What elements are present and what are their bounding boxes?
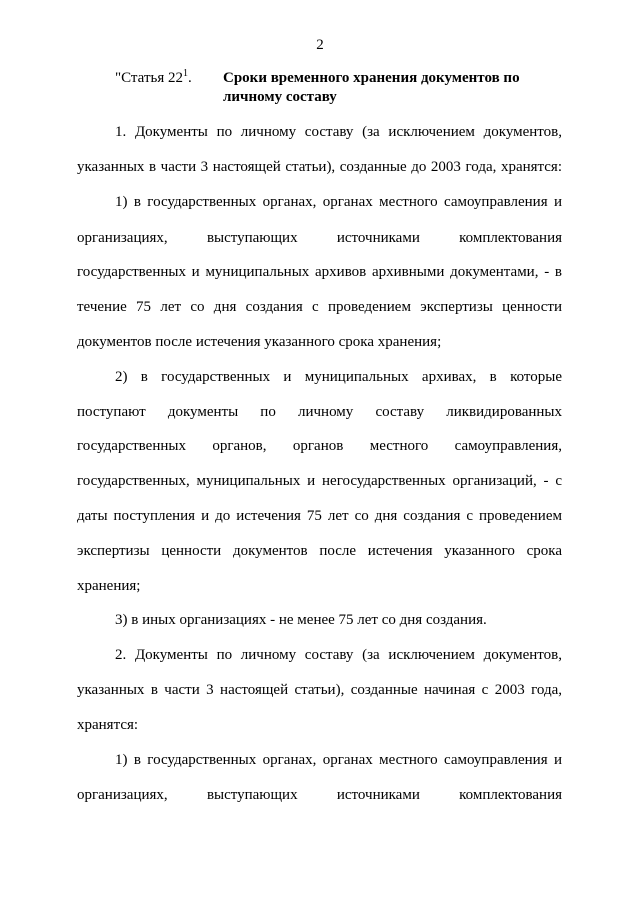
text-line: 2) в государственных и муниципальных архивах, в которые: [115, 369, 562, 385]
text-line: хранения;: [77, 578, 141, 594]
text-line: экспертизы ценности документов после истечения указанного срока: [77, 543, 562, 559]
text-line: указанных в части 3 настоящей статьи), созданные до 2003 года, хранятся:: [77, 159, 562, 175]
text-line: даты поступления и до истечения 75 лет со дня создания с проведением: [77, 508, 562, 524]
text-line: хранятся:: [77, 717, 139, 733]
text-line: 1) в государственных органах, органах местного самоуправления и: [115, 194, 562, 210]
article-period: .: [187, 70, 192, 86]
text-line: поступают документы по личному составу ликвидированных: [77, 404, 562, 420]
article-label: "Статья 22: [115, 70, 183, 86]
text-line: организациях, выступающих источниками комплектования: [77, 230, 562, 246]
text-line: 1) в государственных органах, органах местного самоуправления и: [115, 752, 562, 768]
text-line: 1. Документы по личному составу (за исключением документов,: [115, 124, 562, 140]
text-line: государственных органов, органов местного самоуправления,: [77, 438, 562, 454]
text-line: организациях, выступающих источниками комплектования: [77, 787, 562, 803]
text-line: документов после истечения указанного срока хранения;: [77, 334, 442, 350]
text-line: 3) в иных организациях - не менее 75 лет со дня создания.: [115, 612, 487, 628]
text-line: течение 75 лет со дня создания с проведением экспертизы ценности: [77, 299, 562, 315]
article-number: [115, 69, 192, 88]
page-number: 2: [316, 37, 324, 53]
text-line: 2. Документы по личному составу (за исключением документов,: [115, 647, 562, 663]
text-line: государственных и муниципальных архивов архивными документами, - в: [77, 264, 562, 280]
article-superscript: 1: [182, 68, 188, 79]
text-line: государственных, муниципальных и негосударственных организаций, - с: [77, 473, 562, 489]
text-line: указанных в части 3 настоящей статьи), созданные начиная с 2003 года,: [77, 682, 562, 698]
article-title: Сроки временного хранения документов по личному составу: [223, 70, 520, 105]
